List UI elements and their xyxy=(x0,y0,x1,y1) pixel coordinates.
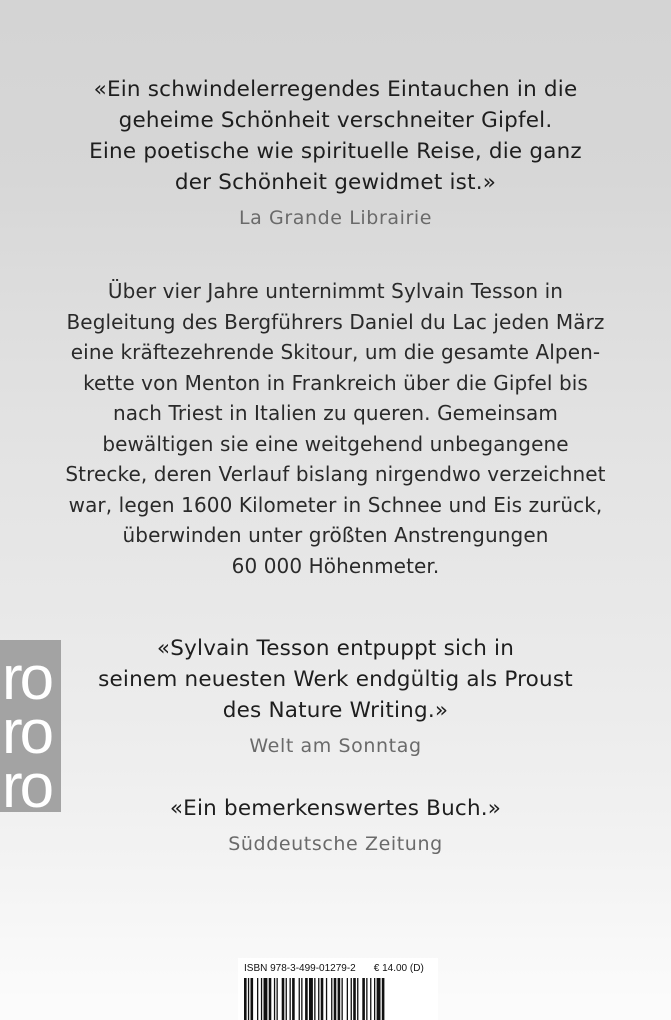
logo-text: ro xyxy=(2,644,52,713)
description-line: 60 000 Höhenmeter. xyxy=(231,553,440,578)
barcode-bar xyxy=(257,978,258,1020)
quote-line: seinem neuesten Werk endgültig als Proust xyxy=(98,667,573,692)
barcode-bar xyxy=(347,978,348,1020)
barcode-bar xyxy=(338,978,341,1020)
review-quote-la-grande-librairie xyxy=(0,74,671,234)
barcode-bar xyxy=(374,978,375,1020)
quote-line: «Ein bemerkenswertes Buch.» xyxy=(169,796,502,821)
barcode-bar xyxy=(353,978,356,1020)
barcode-bar xyxy=(269,978,272,1020)
barcode-bar xyxy=(314,978,315,1020)
barcode-bar xyxy=(301,978,302,1020)
quote-source: La Grande Librairie xyxy=(238,207,433,229)
logo-text: ro xyxy=(2,698,52,767)
review-quote-welt-am-sonntag xyxy=(0,633,671,767)
quote-line: der Schönheit gewidmet ist.» xyxy=(174,170,497,195)
barcode-bar xyxy=(286,978,287,1020)
quote-line: des Nature Writing.» xyxy=(222,698,449,723)
isbn-barcode-label xyxy=(238,958,438,1020)
barcode-bar xyxy=(274,978,275,1020)
barcode-bar xyxy=(334,978,337,1020)
description-line: nach Triest in Italien zu queren. Gemeinsam xyxy=(113,401,558,425)
description-line: Begleitung des Bergführers Daniel du Lac jeden März xyxy=(66,309,605,334)
isbn-text-row xyxy=(238,963,438,974)
barcode-bar xyxy=(264,978,268,1020)
description-line: war, legen 1600 Kilometer in Schnee und Eis zurück, xyxy=(68,492,603,517)
quote-line: «Ein schwindelerregendes Eintauchen in die xyxy=(93,77,578,102)
barcode-bar xyxy=(318,978,319,1020)
rororo-publisher-logo xyxy=(0,640,61,812)
barcode-bar xyxy=(357,978,358,1020)
barcode-bar xyxy=(377,978,381,1020)
barcode-bar xyxy=(290,978,291,1020)
barcode-bar xyxy=(299,978,300,1020)
barcode-bar xyxy=(331,978,332,1020)
review-quote-sueddeutsche-zeitung xyxy=(0,793,671,860)
barcode-bar xyxy=(382,978,385,1020)
barcode-bar xyxy=(261,978,262,1020)
quote-line: Eine poetische wie spirituelle Reise, die ganz xyxy=(89,139,582,164)
barcode-bar xyxy=(362,978,365,1020)
price: € 14.00 (D) xyxy=(373,963,424,974)
description-line: kette von Menton in Frankreich über die Gipfel bis xyxy=(83,370,588,395)
quote-line: «Sylvain Tesson entpuppt sich in xyxy=(156,636,515,661)
quote-source: Süddeutsche Zeitung xyxy=(228,833,443,855)
barcode-bar xyxy=(282,978,285,1020)
quote-line: geheime Schönheit verschneiter Gipfel. xyxy=(118,108,553,133)
quote-source: Welt am Sonntag xyxy=(249,735,422,757)
barcode-bar xyxy=(342,978,343,1020)
barcode-bar xyxy=(248,978,249,1020)
book-description xyxy=(0,276,671,581)
barcode-bar xyxy=(326,978,327,1020)
barcode-bar xyxy=(292,978,295,1020)
barcode-bar xyxy=(366,978,367,1020)
barcode-bar xyxy=(321,978,324,1020)
barcode-bar xyxy=(277,978,278,1020)
barcode-icon xyxy=(244,978,434,1020)
isbn-number: ISBN 978-3-499-01279-2 xyxy=(244,963,356,974)
barcode-bar xyxy=(309,978,313,1020)
description-line: überwinden unter größten Anstrengungen xyxy=(122,523,549,547)
logo-text: ro xyxy=(2,752,52,812)
description-line: Über vier Jahre unternimmt Sylvain Tesson in xyxy=(107,279,564,303)
description-line: Strecke, deren Verlauf bislang nirgendwo verzeichnet xyxy=(65,462,606,486)
barcode-bar xyxy=(244,978,247,1020)
description-line: eine kräftezehrende Skitour, um die gesamte Alpen- xyxy=(70,340,601,364)
barcode-bar xyxy=(370,978,371,1020)
barcode-bar xyxy=(351,978,352,1020)
description-line: bewältigen sie eine weitgehend unbegangene xyxy=(102,431,569,456)
barcode-bar xyxy=(305,978,308,1020)
barcode-bar xyxy=(251,978,254,1020)
